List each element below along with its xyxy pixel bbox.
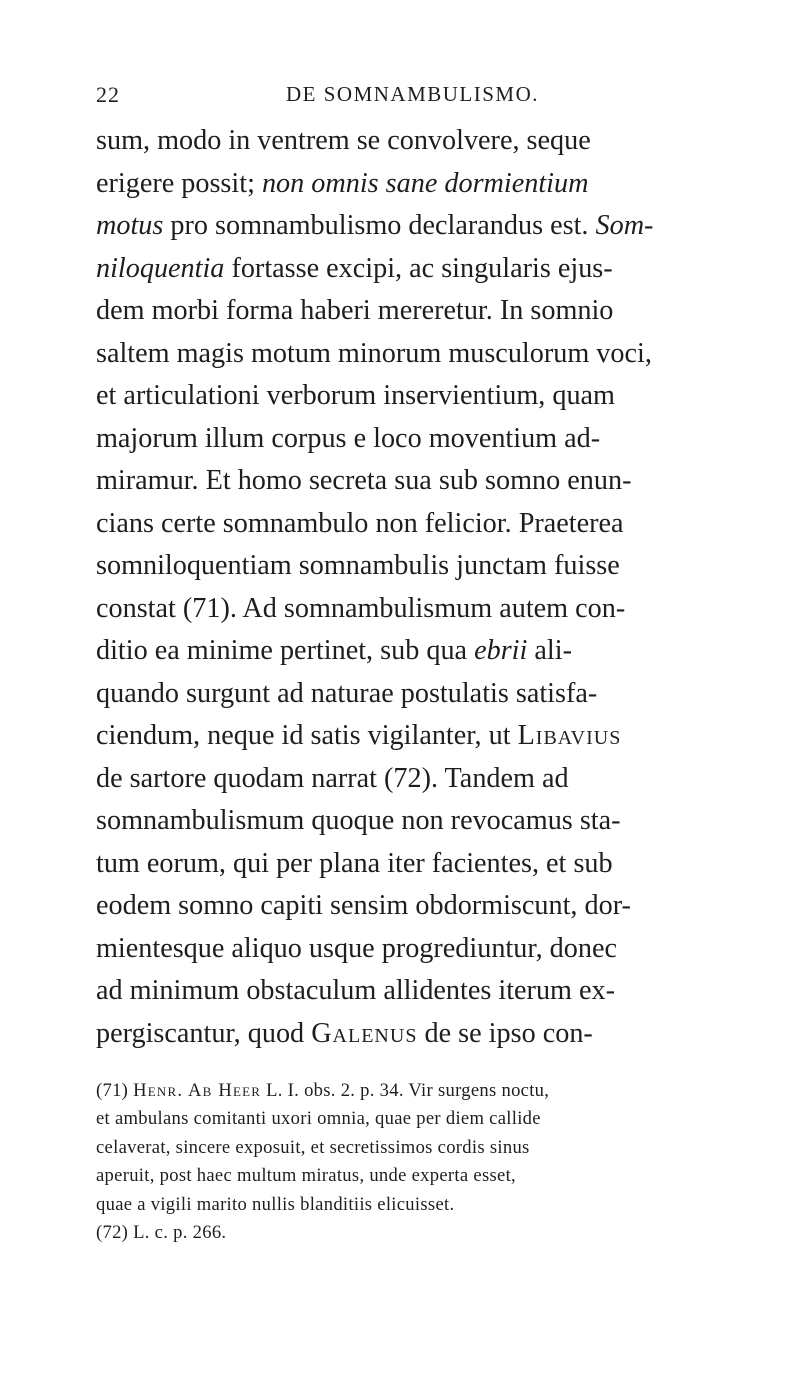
text-line-segment: Libavius [517, 720, 622, 751]
footnote-line-segment: aperuit, post haec multum miratus, unde experta esset, [96, 1165, 516, 1187]
footnote-line-segment: Henr. Ab Heer [133, 1080, 262, 1101]
text-line-segment: somniloquentiam somnambulis junctam fuisse [96, 550, 620, 581]
footnote-line-segment: celaverat, sincere exposuit, et secretissimos cordis sinus [96, 1136, 530, 1158]
footnote-line [96, 1191, 718, 1219]
text-line [96, 418, 718, 461]
text-line [96, 630, 718, 673]
text-line-segment: sum, modo in ventrem se convolvere, seque [96, 125, 591, 156]
footnote-line-segment: (72) L. c. p. 266. [96, 1221, 227, 1243]
text-line-segment: de se ipso con- [417, 1017, 593, 1049]
text-line-segment: pro somnambulismo declarandus est. [163, 210, 596, 241]
footnote-line-segment: L. I. obs. 2. p. 34. Vir surgens noctu, [261, 1080, 550, 1101]
text-line [96, 715, 718, 758]
body-text [96, 120, 718, 1055]
footnote-line-segment: et ambulans comitanti uxori omnia, quae per diem callide [96, 1108, 541, 1130]
text-line-segment: ciendum, neque id satis vigilanter, ut [96, 720, 518, 751]
footnote-line [96, 1162, 718, 1190]
text-line [96, 588, 718, 631]
text-line-segment: pergiscantur, quod [96, 1017, 312, 1049]
text-line-segment: ditio ea minime pertinet, sub qua [96, 635, 475, 666]
footnote-line [96, 1105, 718, 1133]
text-line [96, 205, 718, 248]
footnote-line-segment: quae a vigili marito nullis blanditiis elicuisset. [96, 1193, 455, 1215]
text-line [96, 673, 718, 716]
page-number: 22 [96, 82, 120, 107]
text-line [96, 503, 718, 546]
text-line-segment: cians certe somnambulo non felicior. Praeterea [96, 507, 624, 539]
text-line-segment: tum eorum, qui per plana iter facientes, et sub [96, 847, 613, 879]
text-line-segment: quando surgunt ad naturae postulatis satisfa- [96, 677, 598, 709]
text-line-segment: dem morbi forma haberi mereretur. In somnio [96, 295, 614, 326]
text-line-segment: miramur. Et homo secreta sua sub somno enun- [96, 465, 632, 496]
text-line-segment: Som- [595, 210, 654, 241]
text-line [96, 375, 718, 418]
text-line-segment: non omnis sane dormientium [261, 167, 589, 199]
text-line-segment: mientesque aliquo usque progrediuntur, donec [96, 932, 617, 964]
text-line-segment: majorum illum corpus e loco moventium ad- [96, 422, 601, 454]
text-line-segment: niloquentia [96, 252, 225, 284]
text-line [96, 545, 718, 588]
text-line-segment: et articulationi verborum inservientium, quam [96, 380, 615, 411]
text-line-segment: saltem magis motum minorum musculorum voci, [96, 337, 652, 369]
footnotes [96, 1077, 718, 1247]
text-line [96, 843, 718, 886]
footnote-line [96, 1134, 718, 1162]
text-line [96, 970, 718, 1013]
text-line [96, 460, 718, 503]
footnote-line-segment: (71) [96, 1080, 134, 1101]
text-line-segment: ebrii [474, 635, 528, 666]
text-line-segment: constat (71). Ad somnambulismum autem con- [96, 592, 626, 624]
text-line [96, 333, 718, 376]
book-page [96, 82, 718, 1247]
text-line [96, 758, 718, 801]
running-head [96, 82, 718, 116]
text-line [96, 163, 718, 206]
text-line [96, 800, 718, 843]
footnote-line [96, 1219, 718, 1247]
text-line [96, 1013, 718, 1056]
text-line [96, 290, 718, 333]
text-line-segment: erigere possit; [96, 167, 262, 199]
text-line-segment: ali- [527, 635, 572, 666]
footnote-line [96, 1077, 718, 1105]
text-line [96, 928, 718, 971]
text-line-segment: de sartore quodam narrat (72). Tandem ad [96, 762, 569, 794]
text-line [96, 885, 718, 928]
running-title: DE SOMNAMBULISMO. [286, 82, 540, 106]
text-line [96, 248, 718, 291]
text-line [96, 120, 718, 163]
text-line-segment: somnambulismum quoque non revocamus sta- [96, 805, 621, 836]
text-line-segment: eodem somno capiti sensim obdormiscunt, dor- [96, 890, 631, 921]
text-line-segment: fortasse excipi, ac singularis ejus- [224, 252, 613, 284]
text-line-segment: ad minimum obstaculum allidentes iterum ex- [96, 975, 616, 1006]
text-line-segment: motus [96, 210, 164, 241]
text-line-segment: Galenus [311, 1017, 418, 1049]
